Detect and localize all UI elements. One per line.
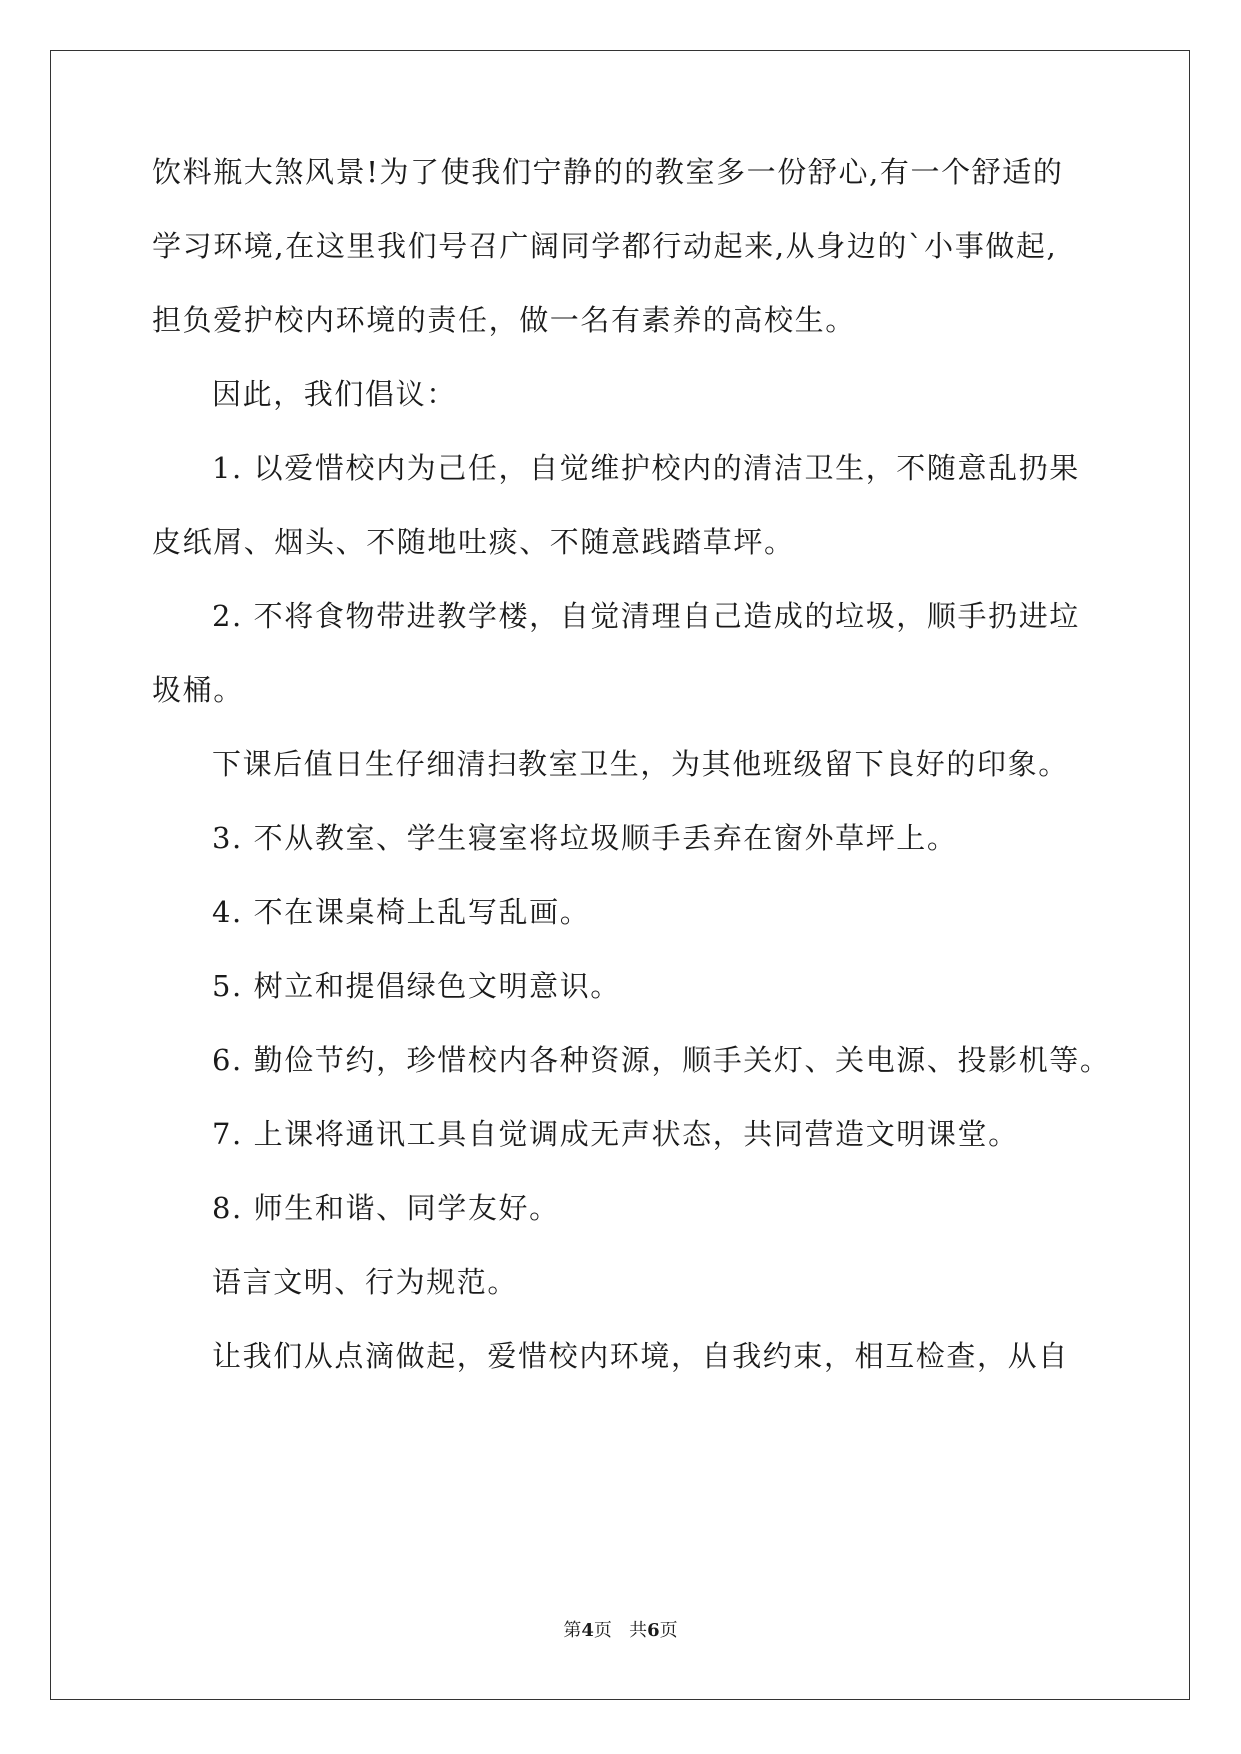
paragraph-line: 语言文明、行为规范。 <box>212 1265 519 1299</box>
list-item-line: 皮纸屑、烟头、不随地吐痰、不随意践踏草坪。 <box>152 525 795 559</box>
total-page-number: 6 <box>647 1620 660 1641</box>
page-prefix: 第 <box>563 1620 582 1641</box>
page-border <box>50 50 1190 1700</box>
paragraph-line: 让我们从点滴做起，爱惜校内环境，自我约束，相互检查，从自 <box>212 1339 1069 1373</box>
paragraph-line: 饮料瓶大煞风景!为了使我们宁静的的教室多一份舒心,有一个舒适的 <box>152 155 1064 189</box>
list-item-line: 4. 不在课桌椅上乱写乱画。 <box>212 895 591 929</box>
list-item-line: 3. 不从教室、学生寝室将垃圾顺手丢弃在窗外草坪上。 <box>212 821 958 855</box>
list-item-line: 1. 以爱惜校内为己任，自觉维护校内的清洁卫生，不随意乱扔果 <box>212 451 1080 485</box>
list-item-line: 5. 树立和提倡绿色文明意识。 <box>212 969 621 1003</box>
paragraph-line: 因此，我们倡议： <box>212 377 457 411</box>
page-footer <box>0 1620 1241 1642</box>
paragraph-line: 下课后值日生仔细清扫教室卫生，为其他班级留下良好的印象。 <box>212 747 1069 781</box>
paragraph-line: 担负爱护校内环境的责任，做一名有素养的高校生。 <box>152 303 856 337</box>
total-prefix: 共 <box>629 1620 648 1641</box>
list-item-line: 7. 上课将通讯工具自觉调成无声状态，共同营造文明课堂。 <box>212 1117 1019 1151</box>
list-item-line: 2. 不将食物带进教学楼，自觉清理自己造成的垃圾，顺手扔进垃 <box>212 599 1080 633</box>
list-item-line: 圾桶。 <box>152 673 244 707</box>
current-page-number: 4 <box>581 1620 594 1641</box>
list-item-line: 8. 师生和谐、同学友好。 <box>212 1191 560 1225</box>
paragraph-line: 学习环境,在这里我们号召广阔同学都行动起来,从身边的`小事做起, <box>152 229 1058 263</box>
total-suffix: 页 <box>659 1620 678 1641</box>
page-suffix: 页 <box>593 1620 612 1641</box>
list-item-line: 6. 勤俭节约，珍惜校内各种资源，顺手关灯、关电源、投影机等。 <box>212 1043 1111 1077</box>
